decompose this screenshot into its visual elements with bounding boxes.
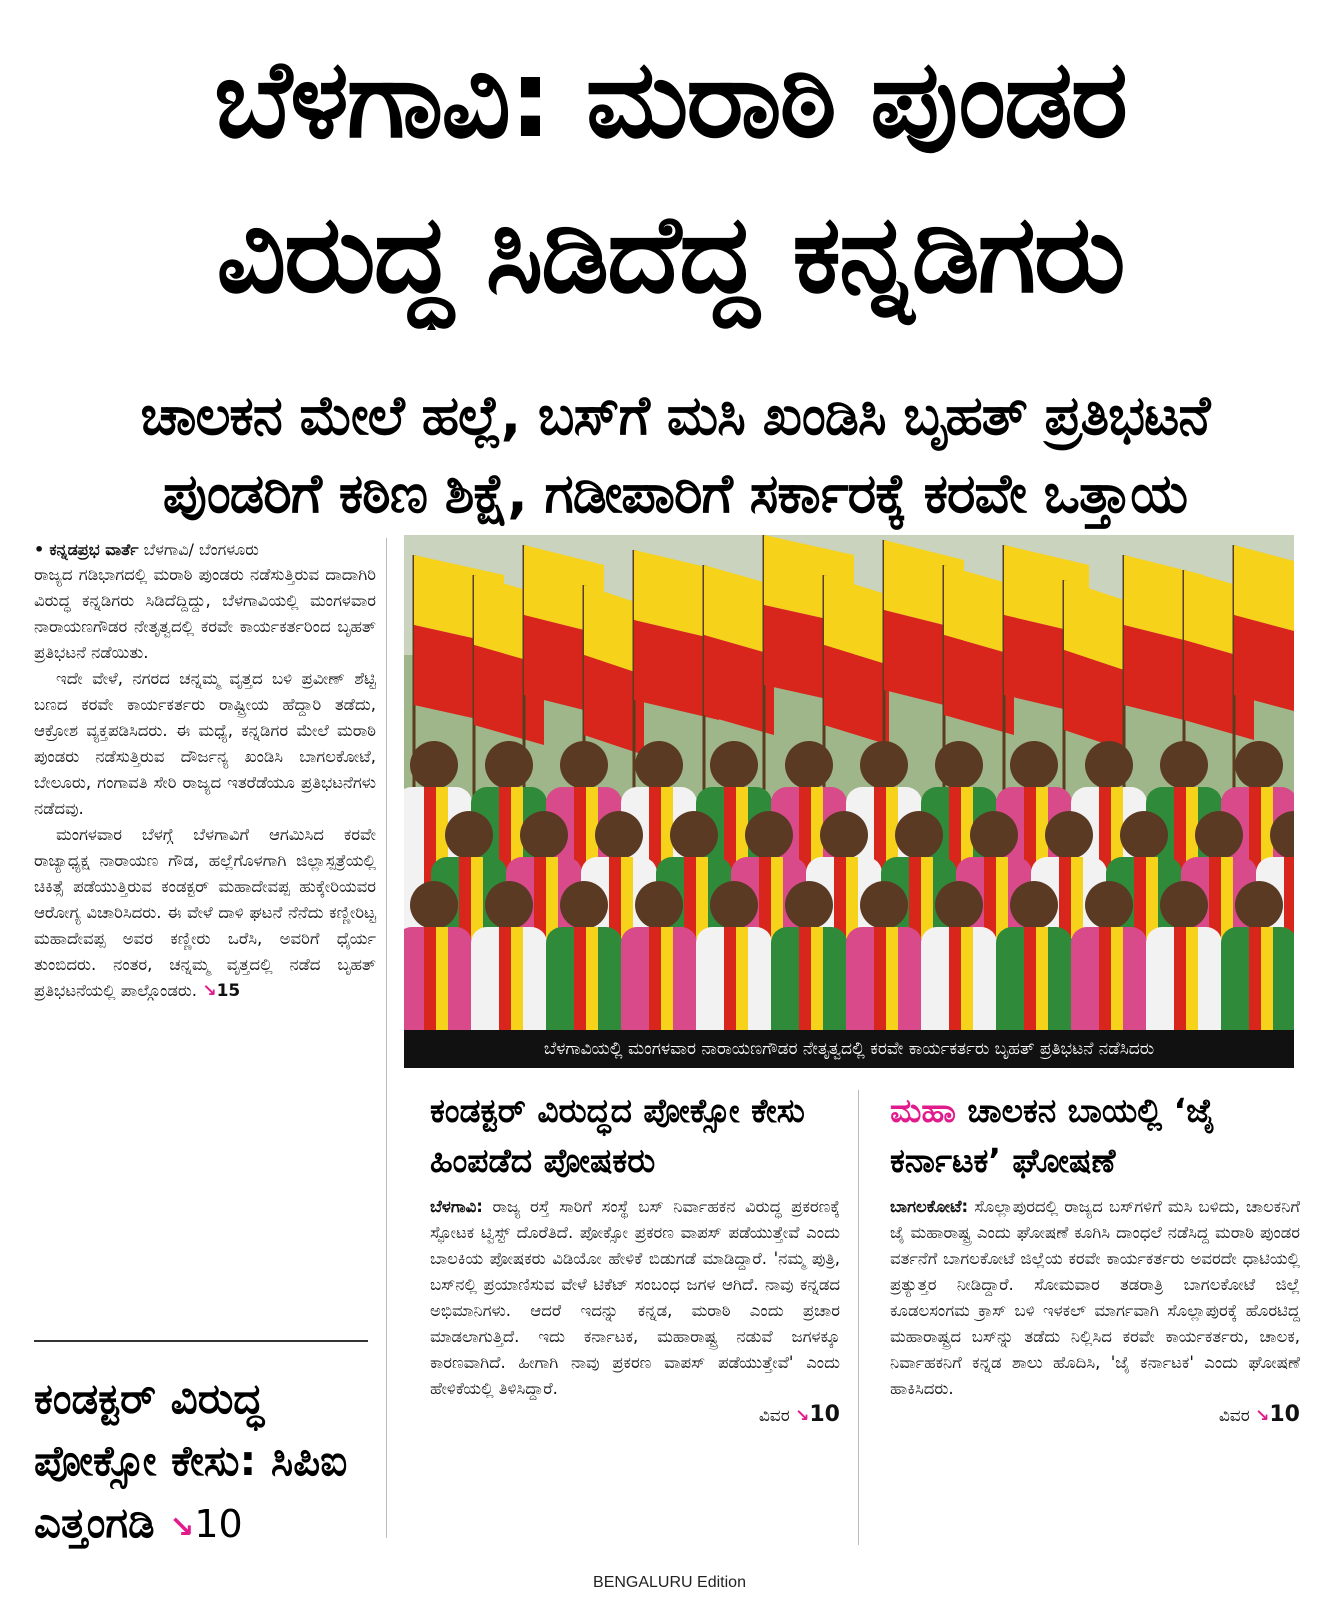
subheadline-line-1: ಚಾಲಕನ ಮೇಲೆ ಹಲ್ಲೆ, ಬಸ್‌ಗೆ ಮಸಿ ಖಂಡಿಸಿ ಬೃಹತ್ ಪ್ರತಿಭಟನೆ <box>140 384 1210 447</box>
protester-head <box>1160 881 1208 929</box>
subheadline-line-2: ಪುಂಡರಿಗೆ ಕಠಿಣ ಶಿಕ್ಷೆ, ಗಡೀಪಾರಿಗೆ ಸರ್ಕಾರಕ್ಕೆ ಕರವೇ ಒತ್ತಾಯ <box>162 462 1188 525</box>
protester-head <box>635 881 683 929</box>
protester-head <box>710 741 758 789</box>
protester-head <box>1160 741 1208 789</box>
bullet-icon: • <box>34 540 45 559</box>
main-story-body <box>34 562 376 1004</box>
protester-head <box>445 811 493 859</box>
byline <box>34 538 376 562</box>
protester-head <box>1045 811 1093 859</box>
story-middle-title[interactable]: ಕಂಡಕ್ಟರ್ ವಿರುದ್ಧದ ಪೋಕ್ಸೋ ಕೇಸು ಹಿಂಪಡೆದ ಪೋಷಕರು <box>430 1091 805 1180</box>
protester-head <box>410 881 458 929</box>
protester-head <box>1010 881 1058 929</box>
protester-head <box>410 741 458 789</box>
protester-head <box>860 741 908 789</box>
protester-head <box>670 811 718 859</box>
protester-head <box>970 811 1018 859</box>
protest-photo <box>404 535 1294 1067</box>
protester-head <box>485 881 533 929</box>
details-link[interactable] <box>430 1402 840 1429</box>
edition-footer: BENGALURU Edition <box>593 1574 746 1591</box>
jump-arrow-icon: ↘ <box>169 1510 195 1545</box>
title-prefix: ಮಹಾ <box>890 1091 956 1130</box>
protest-photo-illustration <box>404 535 1294 1067</box>
jump-page-number: 10 <box>194 1502 243 1546</box>
column-divider <box>858 1090 859 1545</box>
protester-head <box>485 741 533 789</box>
protester-head <box>935 881 983 929</box>
protester-head <box>1120 811 1168 859</box>
protester-head <box>1235 881 1283 929</box>
protester-head <box>1010 741 1058 789</box>
story-middle <box>430 1086 840 1429</box>
story-right-text: ಸೊಲ್ಲಾಪುರದಲ್ಲಿ ರಾಜ್ಯದ ಬಸ್‌ಗಳಿಗೆ ಮಸಿ ಬಳಿದು, ಚಾಲಕನಿಗೆ ಜೈ ಮಹಾರಾಷ್ಟ್ರ ಎಂದು ಘೋಷಣೆ ಕೂಗಿಸಿ ದಾಂಧಲೆ ನಡೆಸಿದ್ದ ಮರಾಠಿ ಪುಂಡರ ವರ್ತನೆಗೆ ಬಾಗಲಕೋಟೆ ಜಿಲ್ಲೆಯ ಕರವೇ ಕಾರ್ಯಕರ್ತರು ಅವರದೇ ಧಾಟಿಯಲ್ಲಿ ಪ್ರತ್ಯುತ್ತರ ನೀಡಿದ್ದಾರೆ. ಸೋಮವಾರ ತಡರಾತ್ರಿ ಬಾಗಲಕೋಟೆ ಜಿಲ್ಲೆ ಕೂಡಲಸಂಗಮ ಕ್ರಾಸ್ ಬಳಿ ಇಳಕಲ್ ಮಾರ್ಗವಾಗಿ ಸೊಲ್ಲಾಪುರಕ್ಕೆ ಹೊರಟಿದ್ದ ಮಹಾರಾಷ್ಟ್ರದ ಬಸ್‌ನ್ನು ತಡೆದು ನಿಲ್ಲಿಸಿದ ಕರವೇ ಕಾರ್ಯಕರ್ತರು, ಚಾಲಕ, ನಿರ್ವಾಹಕನಿಗೆ ಕನ್ನಡ ಶಾಲು ಹೊದಿಸಿ, 'ಜೈ ಕರ್ನಾಟಕ' ಎಂದು ಘೋಷಣೆ ಹಾಕಿಸಿದರು. <box>890 1197 1300 1398</box>
jump-arrow-icon: ↘ <box>202 981 217 1001</box>
main-story-paragraph: ಇದೇ ವೇಳೆ, ನಗರದ ಚನ್ನಮ್ಮ ವೃತ್ತದ ಬಳಿ ಪ್ರವೀಣ್ ಶೆಟ್ಟಿ ಬಣದ ಕರವೇ ಕಾರ್ಯಕರ್ತರು ರಾಷ್ಟ್ರೀಯ ಹೆದ್ದಾರಿ ತಡೆದು, ಆಕ್ರೋಶ ವ್ಯಕ್ತಪಡಿಸಿದರು. ಈ ಮಧ್ಯೆ, ಕನ್ನಡಿಗರ ಮೇಲೆ ಮರಾಠಿ ಪುಂಡರು ನಡೆಸುತ್ತಿರುವ ದೌರ್ಜನ್ಯ ಖಂಡಿಸಿ ಬಾಗಲಕೋಟೆ, ಬೇಲೂರು, ಗಂಗಾವತಿ ಸೇರಿ ರಾಜ್ಯದ ಇತರೆಡೆಯೂ ಪ್ರತಿಭಟನೆಗಳು ನಡೆದವು. <box>34 669 376 818</box>
headline-line-1: ಬೆಳಗಾವಿ: ಮರಾಠಿ ಪುಂಡರ <box>213 37 1126 162</box>
protester-head <box>560 881 608 929</box>
byline-source: ಕನ್ನಡಪ್ರಭ ವಾರ್ತೆ <box>49 540 139 559</box>
protester-head <box>1235 741 1283 789</box>
jump-page-number: 15 <box>216 981 241 1001</box>
main-story-paragraph: ಮಂಗಳವಾರ ಬೆಳಗ್ಗೆ ಬೆಳಗಾವಿಗೆ ಆಗಮಿಸಿದ ಕರವೇ ರಾಜ್ಯಾಧ್ಯಕ್ಷ ನಾರಾಯಣ ಗೌಡ, ಹಲ್ಲೆಗೊಳಗಾಗಿ ಜಿಲ್ಲಾಸ್ಪತ್ರೆಯಲ್ಲಿ ಚಿಕಿತ್ಸೆ ಪಡೆಯುತ್ತಿರುವ ಕಂಡಕ್ಟರ್ ಮಹಾದೇವಪ್ಪ ಹುಕ್ಕೇರಿಯವರ ಆರೋಗ್ಯ ವಿಚಾರಿಸಿದರು. ಈ ವೇಳೆ ದಾಳಿ ಘಟನೆ ನೆನೆದು ಕಣ್ಣೀರಿಟ್ಟ ಮಹಾದೇವಪ್ಪ ಅವರ ಕಣ್ಣೀರು ಒರೆಸಿ, ಅವರಿಗೆ ಧೈರ್ಯ ತುಂಬಿದರು. ನಂತರ, ಚನ್ನಮ್ಮ ವೃತ್ತದಲ್ಲಿ ನಡೆದ ಬೃಹತ್ ಪ್ರತಿಭಟನೆಯಲ್ಲಿ ಪಾಲ್ಗೊಂಡರು. ↘15 <box>34 825 376 1001</box>
protester-head <box>745 811 793 859</box>
headline-line-2: ವಿರುದ್ಧ ಸಿಡಿದೆದ್ದ ಕನ್ನಡಿಗರು <box>216 192 1124 317</box>
divider <box>34 1340 368 1342</box>
details-page-number: 10 <box>1269 1402 1300 1427</box>
details-page-number: 10 <box>809 1402 840 1427</box>
side-story-headline[interactable] <box>34 1368 374 1559</box>
protester-head <box>895 811 943 859</box>
protester-head <box>860 881 908 929</box>
protester-head <box>935 741 983 789</box>
story-right <box>890 1086 1300 1429</box>
column-divider <box>386 538 387 1538</box>
story-right-body <box>890 1194 1300 1429</box>
side-story-title: ಕಂಡಕ್ಟರ್ ವಿರುದ್ಧ ಪೋಕ್ಸೋ ಕೇಸು: ಸಿಪಿಐ ಎತ್ತಂಗಡಿ <box>34 1374 348 1547</box>
continued-on-page[interactable] <box>202 981 240 1001</box>
jump-arrow-icon: ↘ <box>795 1406 810 1426</box>
byline-place: ಬೆಳಗಾವಿ/ ಬೆಂಗಳೂರು <box>143 540 259 559</box>
photo-caption: ಬೆಳಗಾವಿಯಲ್ಲಿ ಮಂಗಳವಾರ ನಾರಾಯಣಗೌಡರ ನೇತೃತ್ವದಲ್ಲಿ ಕರವೇ ಕಾರ್ಯಕರ್ತರು ಬೃಹತ್ ಪ್ರತಿಭಟನೆ ನಡೆಸಿದರು <box>404 1030 1294 1068</box>
protester-head <box>560 741 608 789</box>
protester-head <box>635 741 683 789</box>
protester-head <box>785 741 833 789</box>
story-middle-text: ರಾಜ್ಯ ರಸ್ತೆ ಸಾರಿಗೆ ಸಂಸ್ಥೆ ಬಸ್ ನಿರ್ವಾಹಕನ ವಿರುದ್ಧ ಪ್ರಕರಣಕ್ಕೆ ಸ್ಫೋಟಕ ಟ್ವಿಸ್ಟ್ ದೊರೆತಿದೆ. ಪೋಕ್ಸೋ ಪ್ರಕರಣ ವಾಪಸ್ ಪಡೆಯುತ್ತೇವೆ ಎಂದು ಬಾಲಕಿಯ ಪೋಷಕರು ವಿಡಿಯೋ ಹೇಳಿಕೆ ಬಿಡುಗಡೆ ಮಾಡಿದ್ದಾರೆ. 'ನಮ್ಮ ಪುತ್ರಿ, ಬಸ್‌ನಲ್ಲಿ ಪ್ರಯಾಣಿಸುವ ವೇಳೆ ಟಿಕೆಟ್ ಸಂಬಂಧ ಜಗಳ ಆಗಿದೆ. ನಾವು ಕನ್ನಡದ ಅಭಿಮಾನಿಗಳು. ಆದರೆ ಇದನ್ನು ಕನ್ನಡ, ಮರಾಠಿ ಎಂದು ಪ್ರಚಾರ ಮಾಡಲಾಗುತ್ತಿದೆ. ಇದು ಕರ್ನಾಟಕ, ಮಹಾರಾಷ್ಟ್ರ ನಡುವೆ ಜಗಳಕ್ಕೂ ಕಾರಣವಾಗಿದೆ. ಹೀಗಾಗಿ ನಾವು ಪ್ರಕರಣ ವಾಪಸ್ ಪಡೆಯುತ್ತೇವೆ' ಎಂದು ಹೇಳಿಕೆಯಲ್ಲಿ ತಿಳಿಸಿದ್ದಾರೆ. <box>430 1197 840 1398</box>
jump-arrow-icon: ↘ <box>1255 1406 1270 1426</box>
protester-head <box>520 811 568 859</box>
story-right-title[interactable] <box>890 1086 1300 1186</box>
main-story-column <box>34 538 376 1004</box>
protester-head <box>1085 741 1133 789</box>
story-middle-body <box>430 1194 840 1429</box>
main-story-paragraph: ರಾಜ್ಯದ ಗಡಿಭಾಗದಲ್ಲಿ ಮರಾಠಿ ಪುಂಡರು ನಡೆಸುತ್ತಿರುವ ದಾದಾಗಿರಿ ವಿರುದ್ಧ ಕನ್ನಡಿಗರು ಸಿಡಿದೆದ್ದಿದ್ದು, ಬೆಳಗಾವಿಯಲ್ಲಿ ಮಂಗಳವಾರ ನಾರಾಯಣಗೌಡರ ನೇತೃತ್ವದಲ್ಲಿ ಕರವೇ ಕಾರ್ಯಕರ್ತರಿಂದ ಬೃಹತ್ ಪ್ರತಿಭಟನೆ ನಡೆಯಿತು. <box>34 565 376 662</box>
details-label: ವಿವರ <box>1218 1406 1250 1426</box>
protester-head <box>785 881 833 929</box>
protester-head <box>595 811 643 859</box>
title-rest: ಚಾಲಕನ ಬಾಯಲ್ಲಿ ‘ಜೈ ಕರ್ನಾಟಕ’ ಘೋಷಣೆ <box>890 1091 1216 1180</box>
details-link[interactable] <box>890 1402 1300 1429</box>
protester-head <box>1195 811 1243 859</box>
dateline: ಬೆಳಗಾವಿ: <box>430 1197 483 1216</box>
protester-head <box>820 811 868 859</box>
dateline: ಬಾಗಲಕೋಟೆ: <box>890 1197 969 1216</box>
protester-head <box>1085 881 1133 929</box>
protester-head <box>710 881 758 929</box>
details-label: ವಿವರ <box>758 1406 790 1426</box>
